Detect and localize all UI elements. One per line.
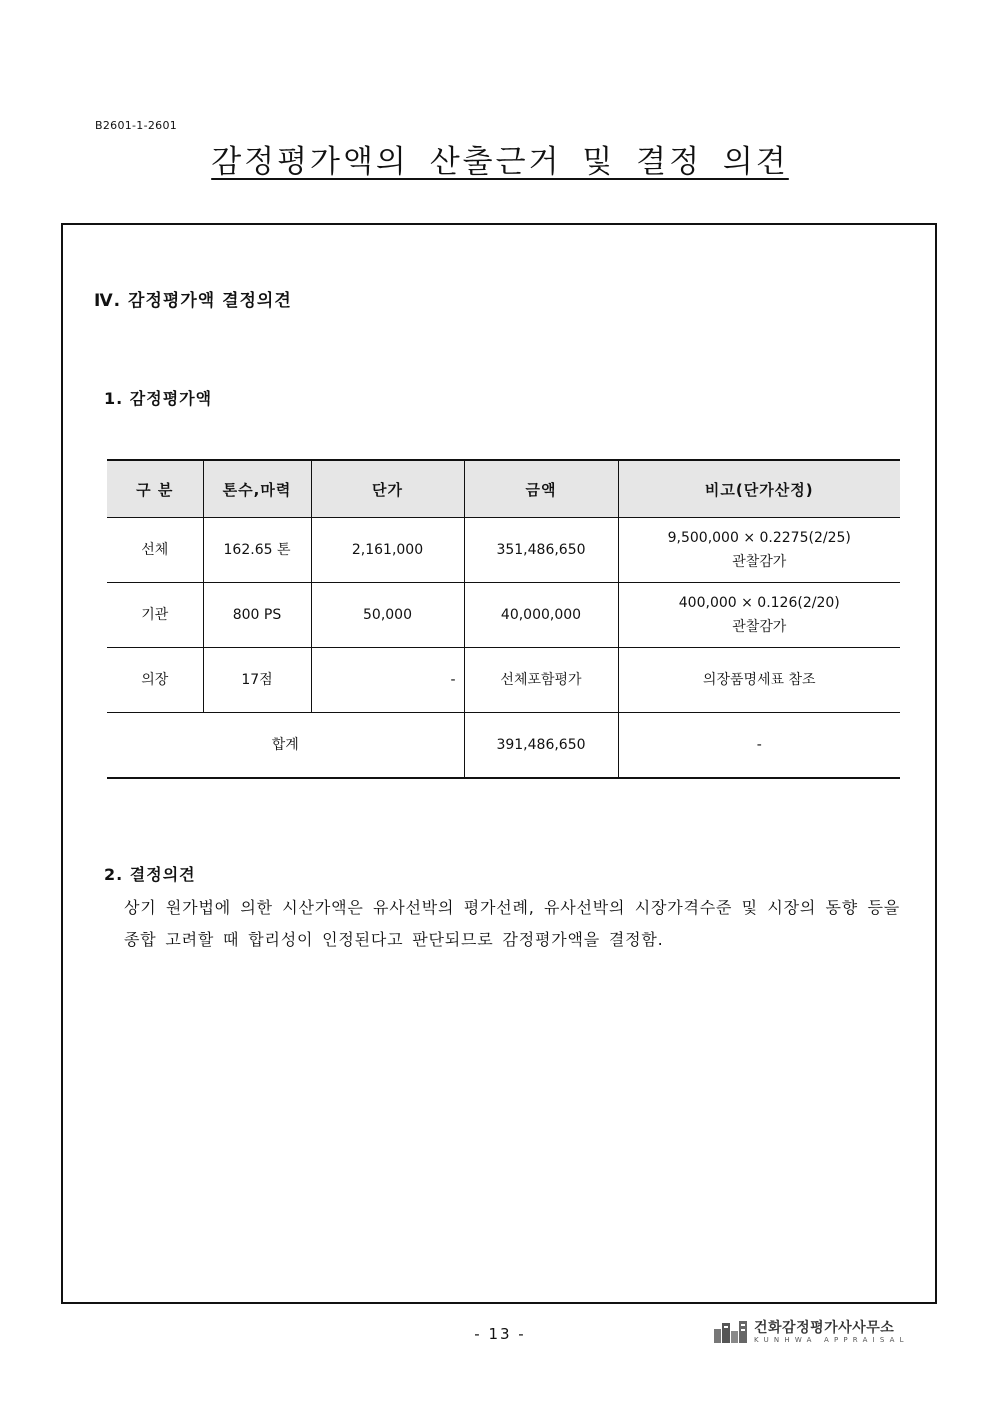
header-category: 구 분 [107,460,203,518]
company-logo [714,1317,910,1345]
cell-category: 기관 [107,583,203,648]
cell-unit-price: - [311,648,464,713]
header-note: 비고(단가산정) [618,460,900,518]
cell-note [618,583,900,648]
cell-note [618,648,900,713]
table-row [107,648,900,713]
cell-amount: 351,486,650 [464,518,618,583]
cell-category: 의장 [107,648,203,713]
subsection-heading-opinion: 2. 결정의견 [104,865,196,884]
logo-name: 건화감정평가사사무소 [754,1320,895,1336]
logo-subtitle: KUNHWA APPRAISAL [754,1336,909,1344]
table-header-row [107,460,900,518]
cell-unit-price: 50,000 [311,583,464,648]
cell-quantity: 17점 [203,648,311,713]
total-amount: 391,486,650 [464,713,618,779]
subsection-heading-valuation: 1. 감정평가액 [104,389,213,408]
note-line: 관찰감가 [732,554,787,570]
header-quantity: 톤수,마력 [203,460,311,518]
opinion-paragraph: 상기 원가법에 의한 시산가액은 유사선박의 평가선례, 유사선박의 시장가격수준 및 시장의 동향 등을 종합 고려할 때 합리성이 인정된다고 판단되므로 감정평가액을 결정함. [124,898,900,949]
section-heading: Ⅳ. 감정평가액 결정의견 [94,291,292,311]
table-total-row [107,713,900,779]
table-row [107,583,900,648]
building-logo-icon [714,1319,750,1343]
header-unit-price: 단가 [311,460,464,518]
valuation-table [107,459,900,779]
cell-unit-price: 2,161,000 [311,518,464,583]
cell-amount: 40,000,000 [464,583,618,648]
note-line: 400,000 × 0.126(2/20) [678,594,840,611]
note-line: 9,500,000 × 0.2275(2/25) [667,529,851,546]
document-code: B2601-1-2601 [95,119,178,132]
note-line: 의장품명세표 참조 [702,671,816,688]
page-number: - 13 - [474,1325,526,1343]
cell-category: 선체 [107,518,203,583]
cell-note [618,518,900,583]
cell-amount: 선체포함평가 [464,648,618,713]
cell-quantity: 800 PS [203,583,311,648]
header-amount: 금액 [464,460,618,518]
note-line: 관찰감가 [732,619,787,635]
page-title: 감정평가액의 산출근거 및 결정 의견 [211,144,789,180]
table-row [107,518,900,583]
total-note: - [618,713,900,779]
cell-quantity: 162.65 톤 [203,518,311,583]
total-label: 합계 [107,713,464,779]
